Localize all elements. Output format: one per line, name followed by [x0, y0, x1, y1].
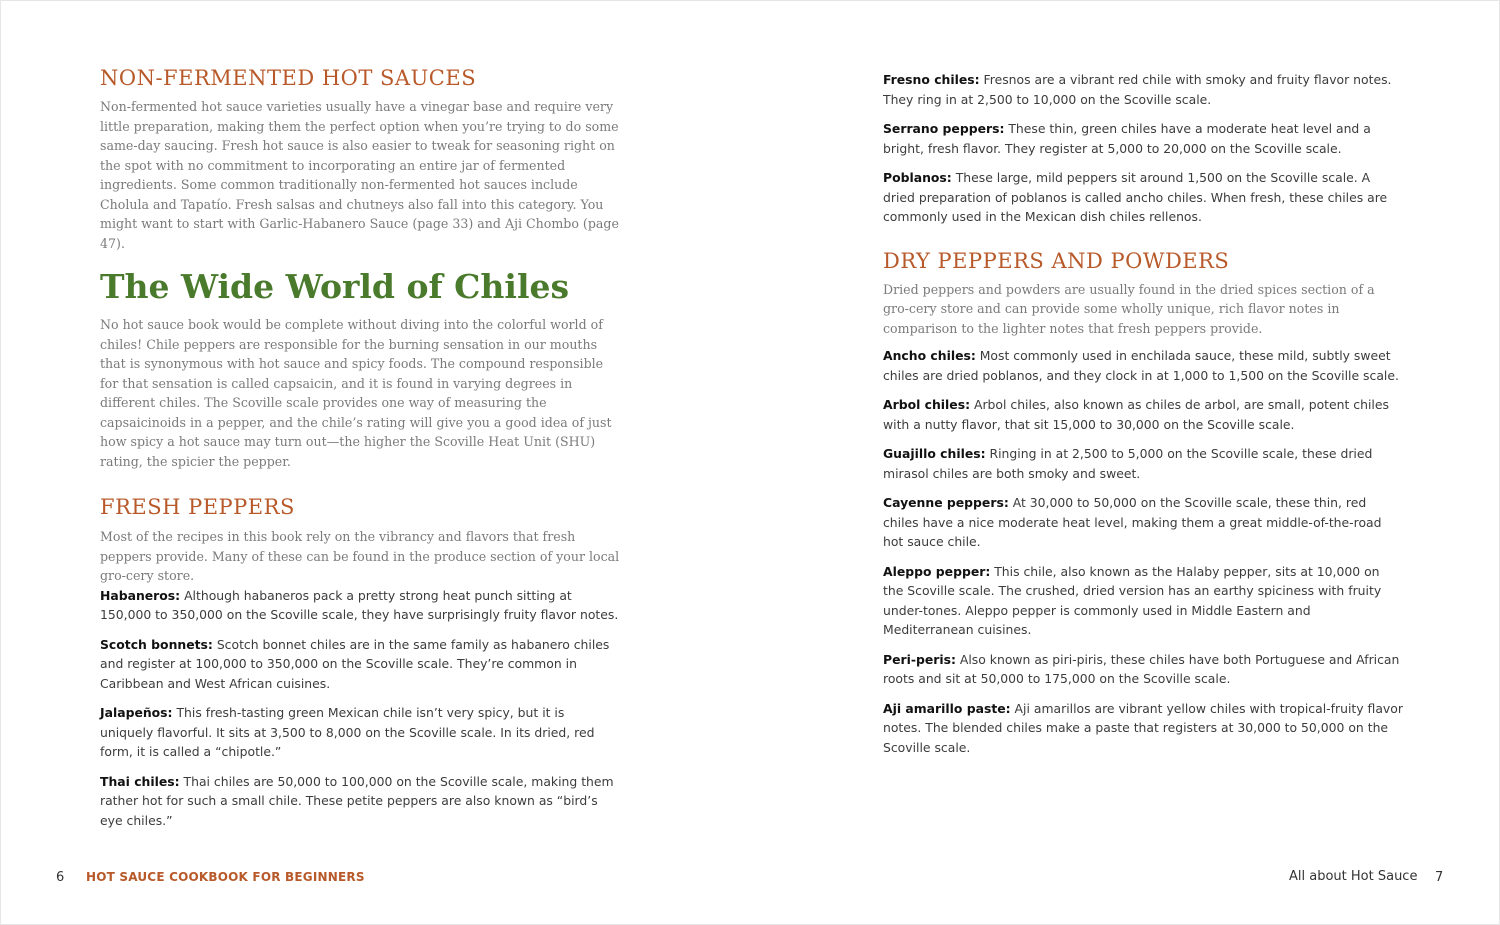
pepper-entry-serrano: Serrano peppers: These thin, green chiles have a moderate heat level and a bright, fresh flavor. They register at 5,000 to 20,000 on the Scoville scale. [883, 121, 1371, 156]
pepper-entry-fresno: Fresno chiles: Fresnos are a vibrant red chile with smoky and fruity flavor notes. They ring in at 2,500 to 10,000 on the Scoville scale. [883, 72, 1392, 107]
pepper-entry-jalapenos: Jalapeños: This fresh-tasting green Mexican chile isn’t very spicy, but it is uniquely flavorful. It sits at 3,500 to 8,000 on the Scoville scale. In its dried, red form, it is called a “chipotle.” [100, 705, 595, 759]
non-fermented-heading: NON-FERMENTED HOT SAUCES [100, 66, 477, 90]
pepper-entry-aji-amarillo: Aji amarillo paste: Aji amarillos are vibrant yellow chiles with tropical-fruity flavor notes. The blended chiles make a paste that registers at 30,000 to 50,000 on the Scoville scale. [883, 700, 1403, 755]
dry-peppers-heading: DRY PEPPERS AND POWDERS [883, 248, 1230, 273]
left-page-number: 6 [56, 870, 65, 885]
pepper-entry-poblanos: Poblanos: These large, mild peppers sit around 1,500 on the Scoville scale. A dried preparation of poblanos is called ancho chiles. When fresh, these chiles are commonly used in the Mexican dish chiles rellenos. [883, 170, 1388, 224]
pepper-entry-thai-chiles: Thai chiles: Thai chiles are 50,000 to 100,000 on the Scoville scale, making them rather hot for such a small chile. These petite peppers are also known as “bird’s eye chiles.” [100, 773, 614, 828]
left-page-column [100, 64, 620, 830]
right-page-column [883, 70, 1403, 757]
pepper-entry-arbol: Arbol chiles: Arbol chiles, also known as chiles de arbol, are small, potent chiles with a nutty flavor, that sit 15,000 to 30,000 on the Scoville scale. [883, 397, 1389, 432]
non-fermented-body: Non-fermented hot sauce varieties usually have a vinegar base and require very little preparation, making them the perfect option when you’re trying to do some same-day saucing. Fresh hot sauce is also easier to tweak for seasoning right on the spot with no commitment to incorporating an entire jar of fermented ingredients. Some common traditionally non-fermented hot sauces include Cholula and Tapatío. Fresh salsas and chutneys also fall into this category. You might want to start with Garlic-Habanero Sauce (page 33) and Aji Chombo (page 47). [100, 99, 619, 251]
wide-world-body: No hot sauce book would be complete without diving into the colorful world of chiles! Chile peppers are responsible for the burning sensation in our mouths that is synonymous with hot sauce and spicy foods. The compound responsible for that sensation is called capsaicin, and it is found in varying degrees in different chiles. The Scoville scale provides one way of measuring the capsaicinoids in a pepper, and the chile’s rating will give you a good idea of just how spicy a hot sauce may turn out—the higher the Scoville Heat Unit (SHU) rating, the spicier the pepper. [100, 317, 612, 469]
fresh-peppers-intro: Most of the recipes in this book rely on the vibrancy and flavors that fresh peppers provide. Many of these can be found in the produce section of your local gro-cery store. [100, 529, 620, 583]
dry-peppers-intro: Dried peppers and powders are usually found in the dried spices section of a gro-cery store and can provide some wholly unique, rich flavor notes in comparison to the lighter notes that fresh peppers provide. [883, 281, 1375, 336]
book-title-footer: HOT SAUCE COOKBOOK FOR BEGINNERS [86, 870, 365, 884]
pepper-entry-cayenne: Cayenne peppers: At 30,000 to 50,000 on the Scoville scale, these thin, red chiles have a nice moderate heat level, making them a great middle-of-the-road hot sauce chile. [883, 495, 1382, 549]
pepper-entry-habaneros: Habaneros: Although habaneros pack a pretty strong heat punch sitting at 150,000 to 350,000 on the Scoville scale, they have surprisingly fruity flavor notes. [100, 587, 619, 622]
pepper-entry-peri-peris: Peri-peris: Also known as piri-piris, these chiles have both Portuguese and African roots and sit at 50,000 to 175,000 on the Scoville scale. [883, 651, 1400, 686]
pepper-entry-scotch-bonnets: Scotch bonnets: Scotch bonnet chiles are in the same family as habanero chiles and register at 100,000 to 350,000 on the Scoville scale. They’re common in Caribbean and West African cuisines. [100, 636, 610, 691]
right-page-number: 7 [1435, 870, 1444, 885]
fresh-peppers-heading: FRESH PEPPERS [100, 495, 295, 519]
pepper-entry-guajillo: Guajillo chiles: Ringing in at 2,500 to 5,000 on the Scoville scale, these dried mirasol chiles are both smoky and sweet. [883, 446, 1373, 481]
pepper-entry-ancho: Ancho chiles: Most commonly used in enchilada sauce, these mild, subtly sweet chiles are dried poblanos, and they clock in at 1,000 to 1,500 on the Scoville scale. [883, 348, 1399, 383]
pepper-entry-aleppo: Aleppo pepper: This chile, also known as the Halaby pepper, sits at 10,000 on the Scoville scale. The crushed, dried version has an earthy spiciness with fruity under-tones. Aleppo pepper is commonly used in Middle Eastern and Mediterranean cuisines. [883, 563, 1382, 637]
wide-world-heading: The Wide World of Chiles [100, 267, 570, 306]
section-title-footer: All about Hot Sauce [1289, 869, 1418, 884]
